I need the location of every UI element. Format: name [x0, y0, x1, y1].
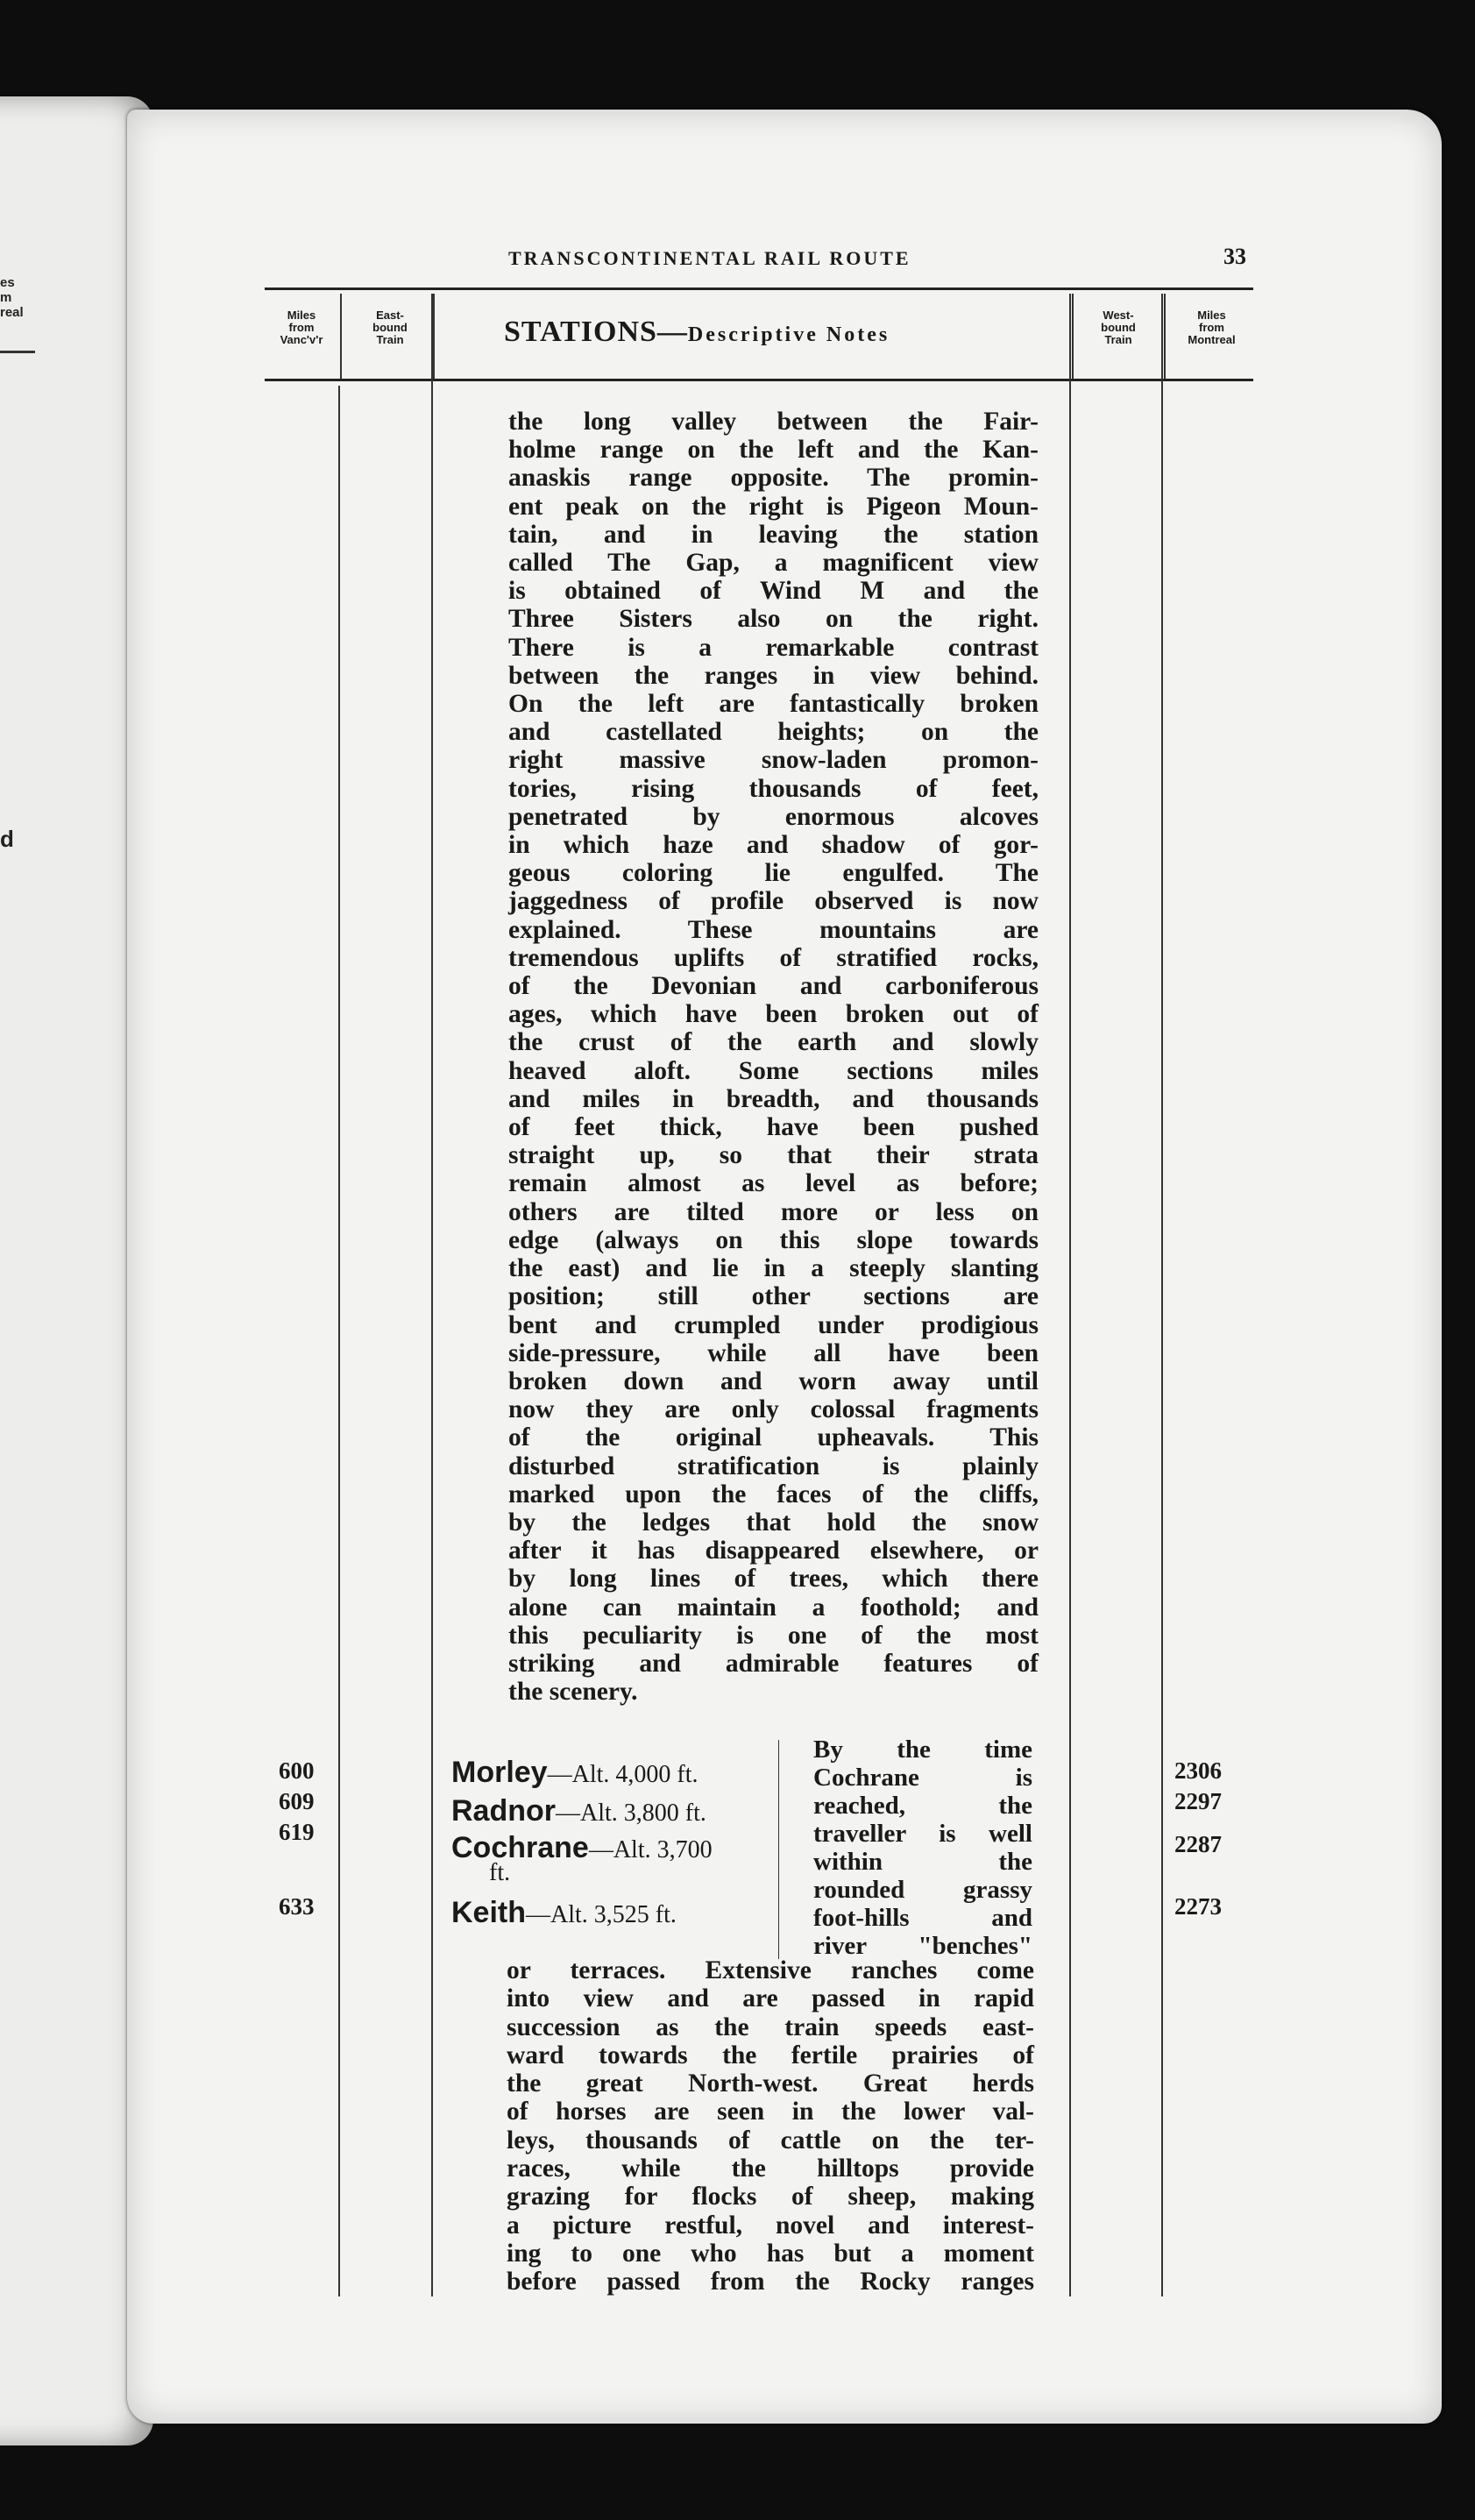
description-line: called The Gap, a magnificent view: [508, 549, 1039, 578]
continuation-line: races, while the hilltops provide: [507, 2154, 1034, 2183]
description-line: of the original upheavals. This: [508, 1423, 1039, 1452]
column-divider: [338, 386, 340, 2296]
facing-page-fragment: es: [0, 275, 15, 290]
description-line: striking and admirable features of: [508, 1649, 1039, 1678]
side-note-line: Cochrane is: [813, 1764, 1032, 1792]
description-line: On the left are fantastically broken: [508, 690, 1039, 719]
side-note: [813, 1736, 1032, 1960]
continuation-line: leys, thousands of cattle on the ter-: [507, 2126, 1034, 2154]
description-line: the crust of the earth and slowly: [508, 1028, 1039, 1057]
description-line: penetrated by enormous alcoves: [508, 802, 1039, 831]
side-note-line: reached, the: [813, 1792, 1032, 1820]
description-line: edge (always on this slope towards: [508, 1225, 1039, 1254]
side-note-line: By the time: [813, 1736, 1032, 1764]
description-line: now they are only colossal fragments: [508, 1395, 1039, 1424]
description-line: in which haze and shadow of gor-: [508, 831, 1039, 860]
continuation-line: succession as the train speeds east-: [507, 2012, 1034, 2041]
side-note-line: river "benches": [813, 1932, 1032, 1960]
station-morley: Morley—Alt. 4,000 ft.: [451, 1756, 698, 1789]
description-line: this peculiarity is one of the most: [508, 1621, 1039, 1650]
miles-from-montreal: 2287: [1174, 1831, 1222, 1857]
description-line: and castellated heights; on the: [508, 718, 1039, 747]
description-paragraph: [508, 408, 1039, 1706]
continuation-line: or terraces. Extensive ranches come: [507, 1956, 1034, 1984]
description-line: straight up, so that their strata: [508, 1141, 1039, 1170]
description-line: side-pressure, while all have been: [508, 1338, 1039, 1367]
table-header-rule: [265, 379, 1253, 381]
description-line: bent and crumpled under prodigious: [508, 1310, 1039, 1339]
facing-page-fragment: d: [0, 826, 14, 852]
description-line: There is a remarkable contrast: [508, 633, 1039, 662]
description-line: geous coloring lie engulfed. The: [508, 859, 1039, 888]
description-line: remain almost as level as before;: [508, 1169, 1039, 1198]
continuation-line: into view and are passed in rapid: [507, 1984, 1034, 2013]
description-line: tain, and in leaving the station: [508, 520, 1039, 549]
description-line: broken down and worn away until: [508, 1366, 1039, 1395]
col-miles-from-montreal: Miles from Montreal: [1188, 309, 1236, 346]
miles-from-vancouver: 633: [279, 1893, 315, 1920]
description-line: of the Devonian and carboniferous: [508, 972, 1039, 1001]
description-line: right massive snow-laden promon-: [508, 746, 1039, 775]
running-title: TRANSCONTINENTAL RAIL ROUTE: [508, 247, 911, 269]
description-line: holme range on the left and the Kan-: [508, 436, 1039, 465]
description-line: position; still other sections are: [508, 1282, 1039, 1311]
continuation-line: the great North-west. Great herds: [507, 2069, 1034, 2098]
facing-page-fragment: real: [0, 305, 24, 320]
station-radnor: Radnor—Alt. 3,800 ft.: [451, 1794, 706, 1828]
description-line: ent peak on the right is Pigeon Moun-: [508, 492, 1039, 521]
miles-from-montreal: 2306: [1174, 1757, 1222, 1784]
station-cochrane: Cochrane—Alt. 3,700: [451, 1831, 713, 1864]
description-line: the east) and lie in a steeply slanting: [508, 1254, 1039, 1283]
description-line: anaskis range opposite. The promin-: [508, 464, 1039, 493]
facing-page-fragment: m: [0, 290, 12, 305]
continuation-line: grazing for flocks of sheep, making: [507, 2183, 1034, 2211]
description-line: ages, which have been broken out of: [508, 1000, 1039, 1029]
station-cochrane-alt-cont: ft.: [489, 1859, 511, 1886]
continuation-line: before passed from the Rocky ranges: [507, 2268, 1034, 2296]
side-note-line: rounded grassy: [813, 1876, 1032, 1904]
description-line: disturbed stratification is plainly: [508, 1452, 1039, 1480]
description-line: others are tilted more or less on: [508, 1197, 1039, 1226]
description-line: and miles in breadth, and thousands: [508, 1084, 1039, 1113]
description-line: is obtained of Wind M and the: [508, 577, 1039, 606]
side-note-divider: [778, 1740, 779, 1959]
description-line: the long valley between the Fair-: [508, 408, 1039, 436]
col-miles-from-vancouver: Miles from Vanc'v'r: [280, 309, 323, 346]
miles-from-vancouver: 619: [279, 1819, 315, 1845]
miles-from-vancouver: 609: [279, 1788, 315, 1814]
description-line: tremendous uplifts of stratified rocks,: [508, 943, 1039, 972]
description-line: marked upon the faces of the cliffs,: [508, 1480, 1039, 1508]
table-top-rule: [265, 287, 1253, 290]
miles-from-montreal: 2273: [1174, 1893, 1222, 1920]
continuation-line: a picture restful, novel and interest-: [507, 2211, 1034, 2240]
description-line: explained. These mountains are: [508, 915, 1039, 944]
facing-page-rule: [0, 351, 35, 353]
description-line: after it has disappeared elsewhere, or: [508, 1537, 1039, 1565]
miles-from-montreal: 2297: [1174, 1788, 1222, 1814]
column-divider: [1069, 294, 1071, 2296]
column-divider: [340, 294, 342, 379]
continuation-line: ing to one who has but a moment: [507, 2239, 1034, 2268]
station-keith: Keith—Alt. 3,525 ft.: [451, 1896, 677, 1929]
description-line: the scenery.: [508, 1678, 638, 1707]
column-divider: [1161, 294, 1163, 2296]
description-line: heaved aloft. Some sections miles: [508, 1056, 1039, 1085]
description-line: alone can maintain a foothold; and: [508, 1593, 1039, 1622]
col-west-bound-train: West- bound Train: [1101, 309, 1136, 346]
stations-heading: STATIONS—Descriptive Notes: [504, 316, 890, 348]
miles-from-vancouver: 600: [279, 1757, 315, 1784]
description-line: between the ranges in view behind.: [508, 661, 1039, 690]
description-line: jaggedness of profile observed is now: [508, 887, 1039, 916]
continuation-line: ward towards the fertile prairies of: [507, 2041, 1034, 2069]
description-line: of feet thick, have been pushed: [508, 1113, 1039, 1142]
description-line: by the ledges that hold the snow: [508, 1508, 1039, 1537]
side-note-line: foot-hills and: [813, 1904, 1032, 1932]
description-line: tories, rising thousands of feet,: [508, 774, 1039, 803]
continuation-paragraph: [507, 1956, 1034, 2296]
side-note-line: traveller is well: [813, 1820, 1032, 1848]
description-line: by long lines of trees, which there: [508, 1565, 1039, 1594]
continuation-line: of horses are seen in the lower val-: [507, 2098, 1034, 2126]
page-number: 33: [1223, 244, 1246, 269]
description-line: Three Sisters also on the right.: [508, 605, 1039, 634]
column-divider: [431, 294, 433, 2296]
col-east-bound-train: East- bound Train: [372, 309, 408, 346]
side-note-line: within the: [813, 1848, 1032, 1876]
